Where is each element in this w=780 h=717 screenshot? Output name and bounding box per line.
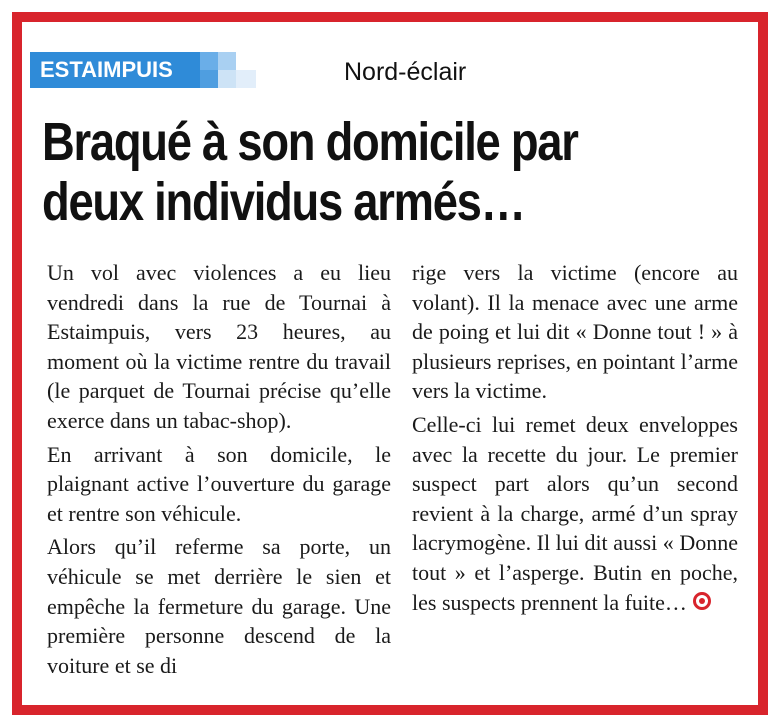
paragraph-last: [412, 410, 738, 617]
article-frame: [12, 12, 768, 715]
paragraph-text: Celle-ci lui remet deux enveloppes avec la recette du jour. Le premier suspect part alors qu’un second revient à la charge, armé d’un spray lacrymogène. Il lui dit aussi « Donne tout » et l’asperge. Butin en poche, les suspects prennent la fuite…: [412, 411, 738, 615]
headline-line-2: deux individus armés…: [42, 172, 525, 232]
kicker-decor-tile: [236, 70, 256, 88]
paragraph: En arrivant à son domicile, le plaignant active l’ouverture du garage et rentre son véhicule.: [47, 441, 391, 526]
kicker-decor-tile: [200, 52, 218, 70]
article-column-left: [47, 258, 391, 684]
section-kicker: ESTAIMPUIS: [30, 52, 218, 88]
kicker-decor-tile: [218, 52, 236, 70]
headline-line-1: Braqué à son domicile par: [42, 112, 578, 172]
paragraph: Alors qu’il referme sa porte, un véhicule se met derrière le sien et empêche la fermeture du garage. Une première personne descend de la voiture et se di: [47, 534, 391, 678]
kicker-decor-tile: [218, 70, 236, 88]
kicker-decor-tile: [200, 70, 218, 88]
paragraph: Un vol avec violences a eu lieu vendredi dans la rue de Tournai à Estaimpuis, vers 23 heures, au moment où la victime rentre du travail (le parquet de Tournai précise qu’elle exerce dans un tabac-shop).: [47, 260, 391, 433]
end-of-article-icon: [693, 592, 711, 610]
newspaper-source: Nord-éclair: [344, 58, 467, 86]
article-column-right: [412, 258, 738, 621]
paragraph: rige vers la victime (encore au volant). Il la menace avec une arme de poing et lui dit « Donne tout ! » à plusieurs reprises, en pointant l’arme vers la victime.: [412, 260, 738, 404]
headline: [42, 112, 630, 232]
